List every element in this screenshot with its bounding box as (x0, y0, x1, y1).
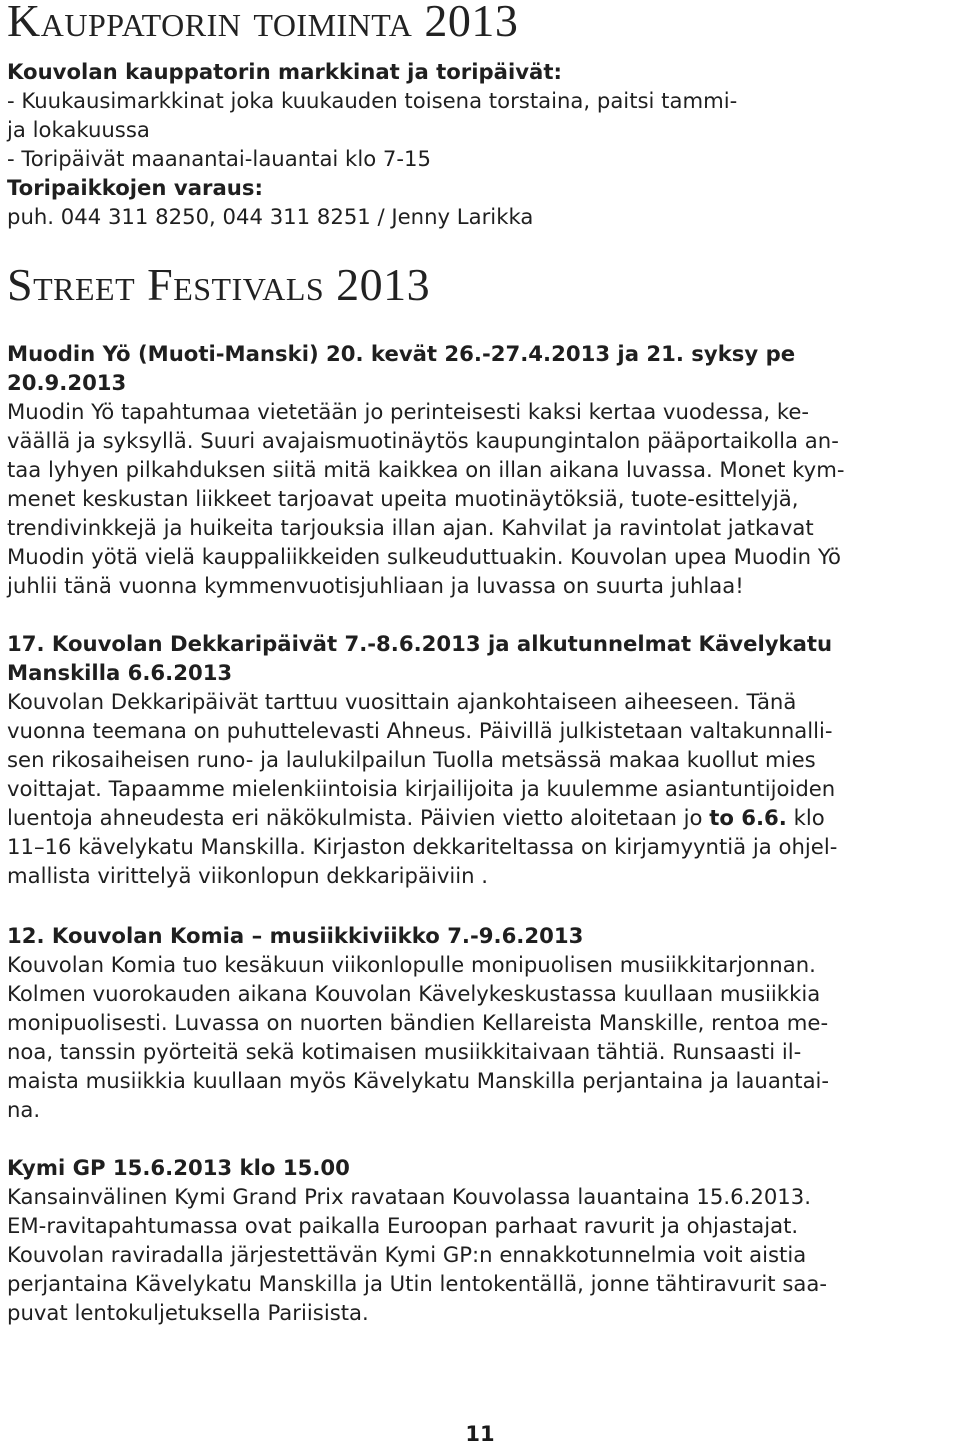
event-muodin-yo (7, 339, 953, 600)
event-text: Kouvolan Komia tuo kesäkuun viikonlopulle monipuolisen musiikkitarjonnan. (7, 952, 816, 977)
booking-contact: puh. 044 311 8250, 044 311 8251 / Jenny Larikka (7, 204, 534, 229)
event-text-part: klo (786, 805, 825, 830)
event-text: sen rikosaiheisen runo- ja laulukilpailun Tuolla metsässä makaa kuollut mies (7, 747, 816, 772)
event-text: Muodin Yö tapahtumaa vietetään jo perinteisesti kaksi kertaa vuodessa, ke- (7, 399, 810, 424)
event-text: juhlii tänä vuonna kymmenvuotisjuhliaan ja luvassa on suurta juhlaa! (7, 573, 744, 598)
event-text: noa, tanssin pyörteitä sekä kotimaisen musiikkitaivaan tähtiä. Runsaasti il- (7, 1039, 802, 1064)
event-text: Kouvolan Dekkaripäivät tarttuu vuosittain ajankohtaiseen aiheeseen. Tänä (7, 689, 797, 714)
event-title: 17. Kouvolan Dekkaripäivät 7.-8.6.2013 ja alkutunnelmat Kävelykatu (7, 631, 833, 656)
event-text: Muodin yötä vielä kauppaliikkeiden sulkeuduttuakin. Kouvolan upea Muodin Yö (7, 544, 841, 569)
event-text: menet keskustan liikkeet tarjoavat upeita muotinäytöksiä, tuote-esittelyjä, (7, 486, 799, 511)
event-text: puvat lentokuljetuksella Pariisista. (7, 1300, 369, 1325)
section-heading-kauppatori: Kauppatorin toiminta 2013 (7, 0, 519, 46)
event-text: monipuolisesti. Luvassa on nuorten bändien Kellareista Manskille, rentoa me- (7, 1010, 829, 1035)
event-title: 20.9.2013 (7, 370, 127, 395)
event-text: perjantaina Kävelykatu Manskilla ja Utin lentokentällä, jonne tähtiravurit saa- (7, 1271, 827, 1296)
event-text: na. (7, 1097, 41, 1122)
tori-line: - Kuukausimarkkinat joka kuukauden toisena torstaina, paitsi tammi- (7, 88, 738, 113)
tori-section (7, 57, 953, 231)
event-text: Kolmen vuorokauden aikana Kouvolan Kävelykeskustassa kuullaan musiikkia (7, 981, 821, 1006)
event-komia (7, 921, 953, 1124)
event-title: Kymi GP 15.6.2013 klo 15.00 (7, 1155, 350, 1180)
event-text-mixed (7, 803, 953, 832)
event-text: taa lyhyen pilkahduksen siitä mitä kaikkea on illan aikana luvassa. Monet kym- (7, 457, 845, 482)
tori-line: ja lokakuussa (7, 117, 150, 142)
event-dekkaripaivat (7, 629, 953, 890)
event-text-part: luentoja ahneudesta eri näkökulmista. Päivien vietto aloitetaan jo (7, 805, 710, 830)
section-heading-street-festivals: Street Festivals 2013 (7, 259, 431, 310)
event-text: Kouvolan raviradalla järjestettävän Kymi GP:n ennakkotunnelmia voit aistia (7, 1242, 807, 1267)
event-text: väällä ja syksyllä. Suuri avajaismuotinäytös kaupungintalon pääportaikolla an- (7, 428, 839, 453)
event-title: 12. Kouvolan Komia – musiikkiviikko 7.-9.6.2013 (7, 923, 584, 948)
event-text: vuonna teemana on puhuttelevasti Ahneus. Päivillä julkistetaan valtakunnalli- (7, 718, 833, 743)
event-title: Muodin Yö (Muoti-Manski) 20. kevät 26.-27.4.2013 ja 21. syksy pe (7, 341, 796, 366)
event-text: EM-ravitapahtumassa ovat paikalla Euroopan parhaat ravurit ja ohjastajat. (7, 1213, 799, 1238)
event-text: 11–16 kävelykatu Manskilla. Kirjaston dekkariteltassa on kirjamyyntiä ja ohjel- (7, 834, 838, 859)
tori-line: - Toripäivät maanantai-lauantai klo 7-15 (7, 146, 431, 171)
tori-title: Kouvolan kauppatorin markkinat ja toripäivät: (7, 59, 562, 84)
booking-title: Toripaikkojen varaus: (7, 175, 263, 200)
event-text: trendivinkkejä ja huikeita tarjouksia illan ajan. Kahvilat ja ravintolat jatkavat (7, 515, 814, 540)
event-text: maista musiikkia kuullaan myös Kävelykatu Manskilla perjantaina ja lauantai- (7, 1068, 830, 1093)
event-title: Manskilla 6.6.2013 (7, 660, 233, 685)
event-text: Kansainvälinen Kymi Grand Prix ravataan Kouvolassa lauantaina 15.6.2013. (7, 1184, 811, 1209)
page-number: 11 (465, 1422, 495, 1446)
event-text: mallista virittelyä viikonlopun dekkaripäiviin . (7, 863, 489, 888)
event-date-emphasis: to 6.6. (709, 805, 787, 830)
event-kymi-gp (7, 1153, 953, 1327)
event-text: voittajat. Tapaamme mielenkiintoisia kirjailijoita ja kuulemme asiantuntijoiden (7, 776, 836, 801)
